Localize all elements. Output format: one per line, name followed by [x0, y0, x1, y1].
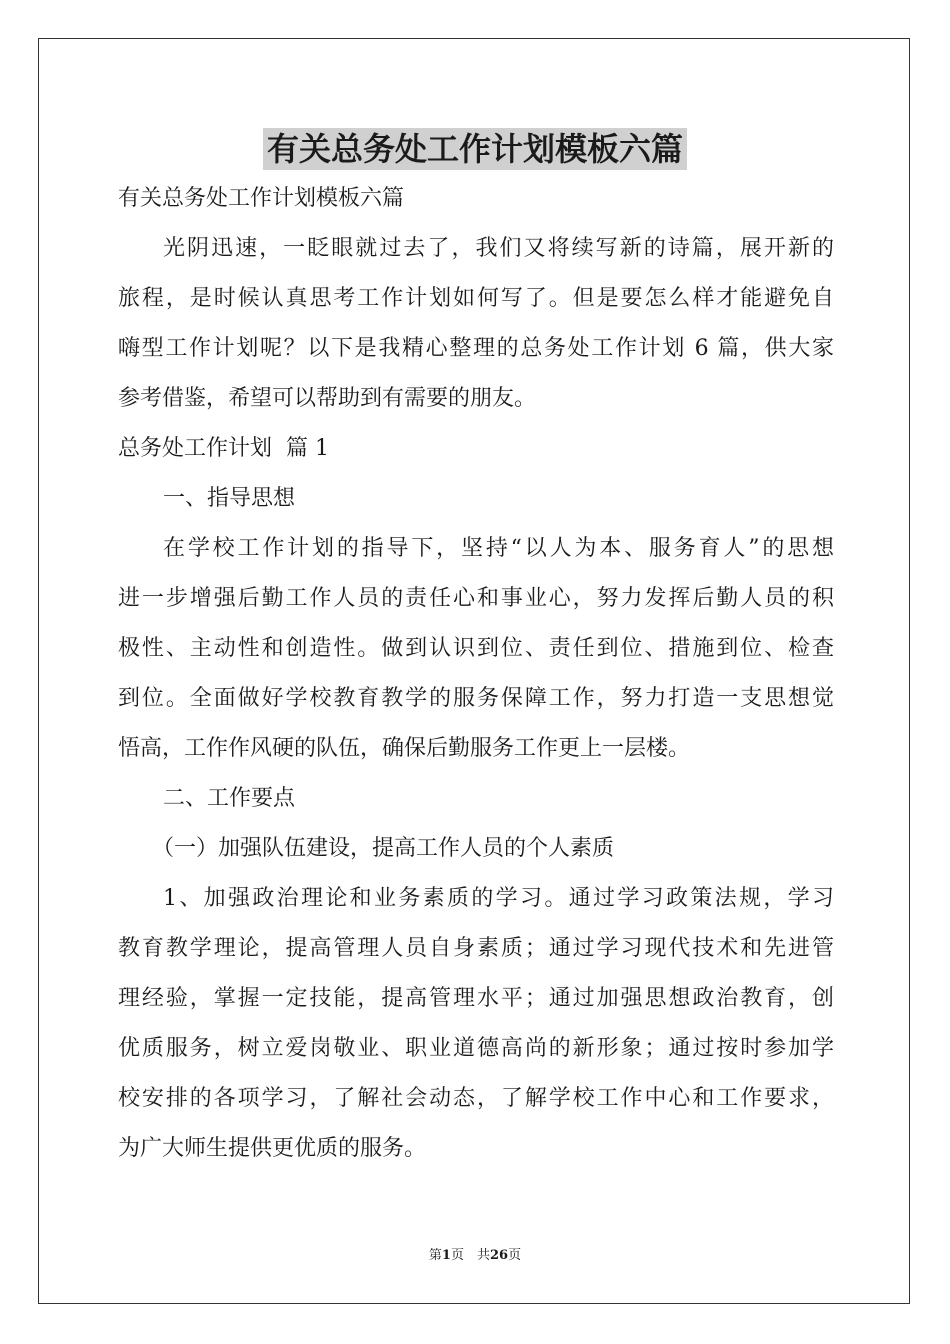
- paragraph-line: 进一步增强后勤工作人员的责任心和事业心，努力发挥后勤人员的积: [118, 586, 834, 611]
- document-subtitle: 有关总务处工作计划模板六篇: [118, 186, 405, 211]
- paragraph-line: 为广大师生提供更优质的服务。: [118, 1136, 427, 1161]
- footer-page-total: 26: [489, 1248, 509, 1263]
- footer-prefix: 第: [428, 1248, 442, 1263]
- paragraph-line: 教育教学理论，提高管理人员自身素质；通过学习现代技术和先进管: [118, 936, 834, 961]
- heading-work-points: 二、工作要点: [163, 786, 296, 811]
- paragraph-line: 1、加强政治理论和业务素质的学习。通过学习政策法规，学习: [163, 886, 834, 911]
- paragraph-line: 校安排的各项学习，了解社会动态，了解学校工作中心和工作要求，: [118, 1086, 834, 1111]
- paragraph-line: 光阴迅速，一眨眼就过去了，我们又将续写新的诗篇，展开新的: [163, 236, 834, 261]
- paragraph-line: 到位。全面做好学校教育教学的服务保障工作，努力打造一支思想觉: [118, 686, 834, 711]
- paragraph-line: 悟高，工作作风硬的队伍，确保后勤服务工作更上一层楼。: [118, 736, 691, 761]
- section-heading: 总务处工作计划 篇 1: [118, 436, 329, 461]
- footer-page-current: 1: [441, 1248, 451, 1263]
- paragraph-line: 参考借鉴，希望可以帮助到有需要的朋友。: [118, 386, 537, 411]
- paragraph-line: 优质服务，树立爱岗敬业、职业道德高尚的新形象；通过按时参加学: [118, 1036, 834, 1061]
- heading-guiding-ideology: 一、指导思想: [163, 486, 296, 511]
- page-border: [38, 38, 910, 1304]
- paragraph-line: 旅程，是时候认真思考工作计划如何写了。但是要怎么样才能避免自: [118, 286, 834, 311]
- paragraph-line: 理经验，掌握一定技能，提高管理水平；通过加强思想政治教育，创: [118, 986, 834, 1011]
- footer-suffix: 页: [508, 1248, 522, 1263]
- page-footer: [0, 1247, 950, 1265]
- footer-mid: 页 共: [450, 1248, 490, 1263]
- sub-heading: （一）加强队伍建设，提高工作人员的个人素质: [152, 836, 615, 861]
- paragraph-line: 在学校工作计划的指导下，坚持“以人为本、服务育人”的思想: [163, 536, 834, 561]
- document-title: 有关总务处工作计划模板六篇: [263, 128, 687, 170]
- title-block: [0, 128, 950, 170]
- paragraph-line: 极性、主动性和创造性。做到认识到位、责任到位、措施到位、检查: [118, 636, 834, 661]
- paragraph-line: 嗨型工作计划呢？以下是我精心整理的总务处工作计划 6 篇，供大家: [118, 336, 834, 361]
